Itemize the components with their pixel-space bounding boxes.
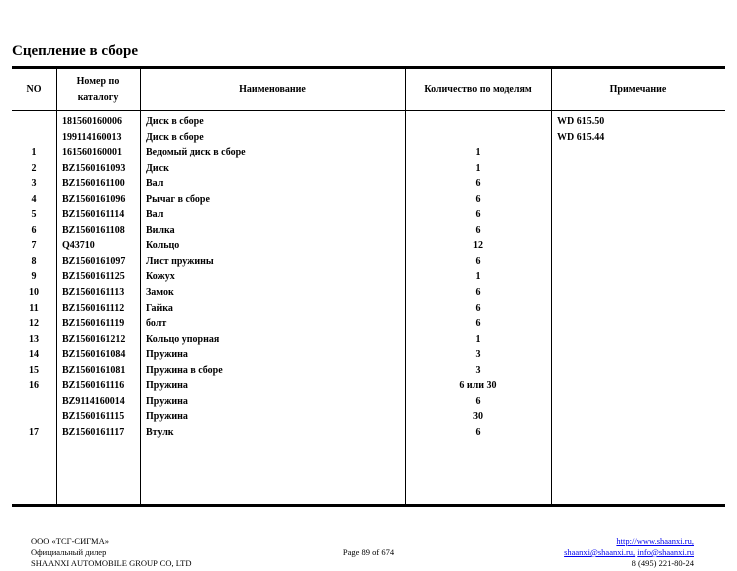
footer-group: SHAANXI AUTOMOBILE GROUP CO, LTD [31,558,192,568]
quantity: 12 [473,240,483,252]
quantity: 1 [475,147,481,159]
quantity: 6 [475,224,481,236]
table-row [12,425,725,441]
quantity: 1 [475,333,481,345]
quantity: 6 [475,395,481,407]
quantity: 6 [475,426,481,438]
quantity: 6 [475,318,481,330]
part-name: Замок [146,287,174,299]
email-link-info[interactable]: info@shaanxi.ru [637,547,694,557]
header-name: Наименование [239,83,306,95]
part-name: Диск в сборе [146,131,204,143]
row-number: 17 [29,426,39,438]
table-row [12,363,725,379]
table-row [12,114,725,130]
table-row [12,207,725,223]
catalog-number: BZ1560161212 [62,333,126,345]
part-name: Гайка [146,302,173,314]
quantity: 6 [475,193,481,205]
header-no: NO [26,83,42,95]
catalog-number: BZ1560161084 [62,349,126,361]
table-row [12,285,725,301]
catalog-number: BZ1560161097 [62,255,126,267]
part-name: Пружина [146,380,188,392]
table-row [12,145,725,161]
table-row [12,394,725,410]
website-link[interactable]: http://www.shaanxi.ru, [616,536,694,546]
row-number: 13 [29,333,39,345]
table-row [12,130,725,146]
part-name: Вал [146,178,164,190]
table-row [12,176,725,192]
part-name: Лист пружины [146,255,214,267]
part-name: Пружина [146,349,188,361]
header-divider [12,110,725,111]
table-row [12,347,725,363]
quantity: 6 или 30 [459,380,497,392]
row-number: 12 [29,318,39,330]
part-name: Вал [146,209,164,221]
table-row [12,332,725,348]
catalog-number: BZ1560161117 [62,426,125,438]
table-row [12,161,725,177]
catalog-number: BZ1560161113 [62,287,125,299]
catalog-number: BZ1560161096 [62,193,126,205]
footer-company: ООО «ТСГ-СИГМА» [31,536,109,546]
footer-dealer: Официальный дилер [31,547,107,557]
table-row [12,223,725,239]
catalog-number: BZ1560161108 [62,224,125,236]
catalog-number: BZ1560161093 [62,162,126,174]
part-name: Пружина [146,395,188,407]
part-name: Диск в сборе [146,116,204,127]
quantity: 3 [475,364,481,376]
quantity: 1 [475,162,481,174]
row-number: 8 [31,255,37,267]
part-name: Ведомый диск в сборе [146,147,246,159]
catalog-number: 161560160001 [62,147,122,159]
table-row [12,409,725,425]
phone-number: 8 (495) 221-80-24 [631,558,694,568]
catalog-number: BZ1560161125 [62,271,125,283]
table-row [12,238,725,254]
part-name: Пружина в сборе [146,364,223,376]
quantity: 6 [475,178,481,190]
table-row [12,378,725,394]
header-catalog-line2: каталогу [77,91,119,103]
catalog-number: BZ1560161081 [62,364,126,376]
catalog-number: BZ1560161100 [62,178,125,190]
catalog-number: BZ9114160014 [62,395,125,407]
part-name: болт [146,318,167,330]
row-number: 11 [29,302,39,314]
catalog-number: 199114160013 [62,131,122,143]
row-number: 4 [31,193,37,205]
row-number: 15 [29,364,39,376]
parts-table [12,66,725,507]
catalog-number: Q43710 [62,240,95,252]
quantity: 30 [473,411,483,423]
footer-contacts [564,536,694,569]
row-number: 6 [31,224,37,236]
table-row [12,192,725,208]
catalog-number: BZ1560161116 [62,380,125,392]
note: WD 615.44 [557,131,605,143]
part-name: Втулк [146,426,174,438]
row-number: 16 [29,380,39,392]
header-note: Примечание [609,83,667,95]
note: WD 615.50 [557,116,605,127]
part-name: Пружина [146,411,188,423]
catalog-number: BZ1560161119 [62,318,125,330]
catalog-number: BZ1560161112 [62,302,125,314]
page-number: Page 89 of 674 [342,547,395,557]
row-number: 2 [31,162,37,174]
table-row [12,269,725,285]
catalog-number: 181560160006 [62,116,122,127]
row-number: 14 [29,349,39,361]
quantity: 6 [475,209,481,221]
part-name: Диск [146,162,169,174]
quantity: 3 [475,349,481,361]
part-name: Кольцо [146,240,180,252]
row-number: 7 [31,240,37,252]
catalog-number: BZ1560161115 [62,411,125,423]
table-body [12,114,725,440]
quantity: 6 [475,287,481,299]
header-catalog-line1: Номер по [76,75,120,87]
table-row [12,316,725,332]
header-qty: Количество по моделям [424,83,532,95]
email-link[interactable]: shaanxi@shaanxi.ru, [564,547,636,557]
row-number: 1 [31,147,37,159]
row-number: 10 [29,287,39,299]
part-name: Кольцо упорная [146,333,220,345]
part-name: Кожух [146,271,175,283]
page-title: Сцепление в сборе [12,43,139,59]
quantity: 1 [475,271,481,283]
part-name: Рычаг в сборе [146,193,210,205]
header-catalog [56,69,140,110]
row-number: 5 [31,209,37,221]
table-row [12,301,725,317]
row-number: 3 [31,178,37,190]
row-number: 9 [31,271,37,283]
catalog-number: BZ1560161114 [62,209,125,221]
table-row [12,254,725,270]
quantity: 6 [475,302,481,314]
quantity: 6 [475,255,481,267]
part-name: Вилка [146,224,175,236]
